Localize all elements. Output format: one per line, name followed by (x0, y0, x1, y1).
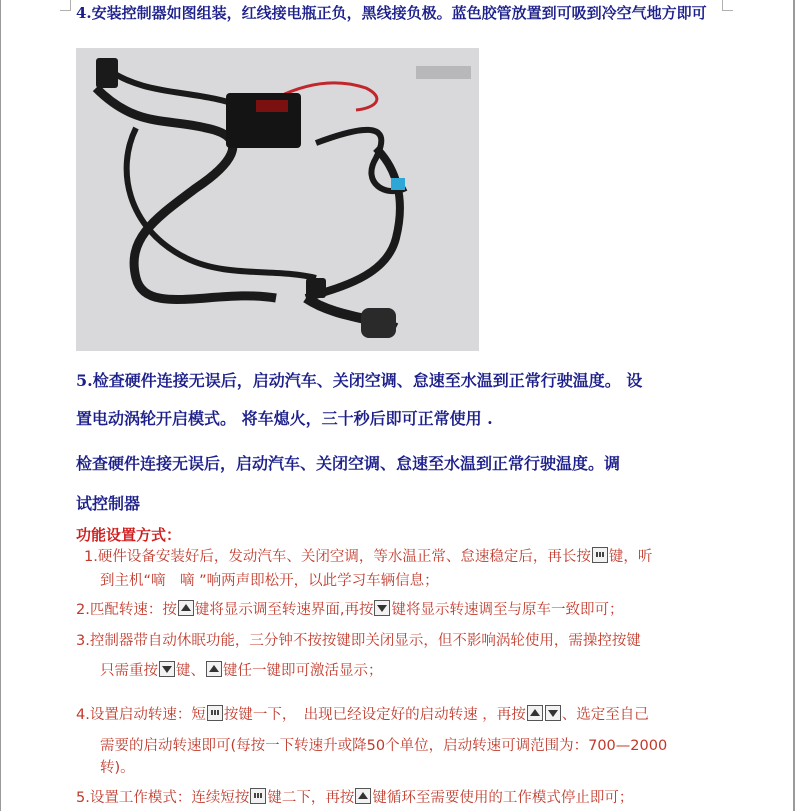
up-arrow-key-icon (355, 788, 371, 804)
step5-line2: 置电动涡轮开启模式。 将车熄火，三十秒后即可正常使用 . (76, 409, 493, 428)
up-arrow-key-icon (178, 600, 194, 616)
down-arrow-key-icon (545, 705, 561, 721)
func-item2: 2.匹配转速：按 键将显示调至转速界面,再按 键将显示转速调至与原车一致即可； (76, 602, 624, 618)
controller-wiring-photo (76, 48, 479, 351)
menu-key-icon (592, 547, 608, 563)
menu-key-icon (250, 788, 266, 804)
func-item4-line3: 转)。 (100, 760, 135, 776)
func-item4-line1: 4.设置启动转速：短 按键一下， 出现已经设定好的启动转速 ，再按 、选定至自己 (76, 707, 649, 723)
func-item1-line1: 1.硬件设备安装好后，发动汽车、关闭空调，等水温正常、怠速稳定后，再长按 键，听 (84, 549, 653, 565)
step6-line1: 检查硬件连接无误后，启动汽车、关闭空调、怠速至水温到正常行驶温度。调 (76, 454, 621, 473)
page-left-border (0, 0, 1, 811)
func-item3-line1: 3.控制器带自动休眠功能，三分钟不按按键即关闭显示，但不影响涡轮使用，需操控按键 (76, 633, 641, 649)
down-arrow-key-icon (374, 600, 390, 616)
step6-line2: 试控制器 (76, 494, 141, 513)
margin-corner-left (60, 0, 71, 11)
func-item3-line2: 只需重按 键、 键任一键即可激活显示； (100, 663, 383, 679)
step5-line1: 5.检查硬件连接无误后，启动汽车、关闭空调、怠速至水温到正常行驶温度。 设 (76, 371, 643, 390)
up-arrow-key-icon (206, 661, 222, 677)
function-settings-title: 功能设置方式： (76, 526, 182, 544)
func-item5: 5.设置工作模式：连续短按 键二下，再按 键循环至需要使用的工作模式停止即可； (76, 790, 634, 806)
menu-key-icon (207, 705, 223, 721)
down-arrow-key-icon (159, 661, 175, 677)
func-item4-line2: 需要的启动转速即可(每按一下转速升或降50个单位，启动转速可调范围为：700—2000 (100, 738, 668, 754)
up-arrow-key-icon (527, 705, 543, 721)
step4-text: 4.安装控制器如图组装，红线接电瓶正负，黑线接负极。蓝色胶管放置到可吸到冷空气地方即可 (76, 4, 707, 22)
func-item1-line2: 到主机“嘀 嘀 ”响两声即松开，以此学习车辆信息； (100, 573, 439, 589)
